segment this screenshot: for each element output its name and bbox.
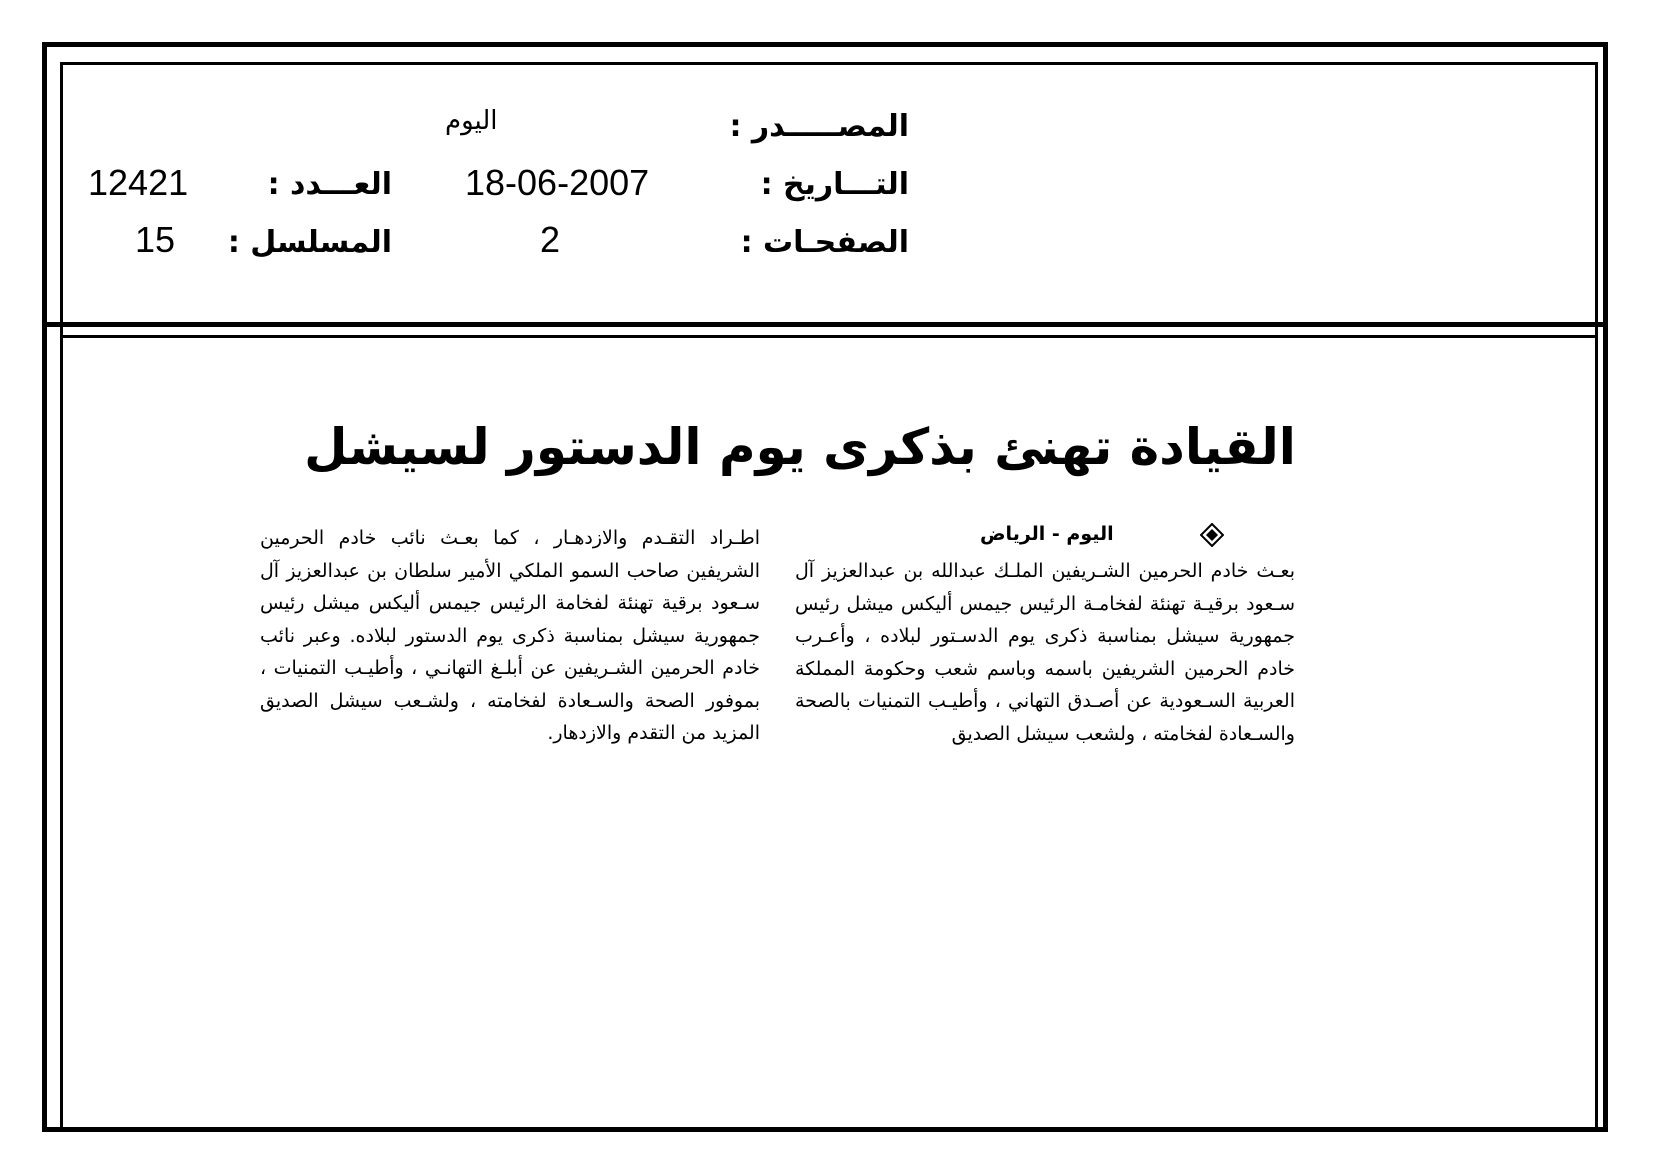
issue-value: 12421 bbox=[88, 162, 189, 203]
source-label: المصـــــدر : bbox=[729, 109, 909, 144]
issue-label: العـــدد : bbox=[267, 167, 392, 202]
pages-label: الصفحـات : bbox=[740, 225, 909, 260]
article-dateline: اليوم - الرياض bbox=[980, 523, 1114, 545]
article-column-left: اطـراد التقـدم والازدهـار ، كما بعـث نائب خادم الحرمين الشريفين صاحب السمو الملكي الأمير سلطان بن عبدالعزيز آل سـعود برقية تهنئة لفخامة الرئيس جيمس أليكس ميشل رئيس جمهورية سيشل بمناسبة ذكرى يوم الدستور لبلاده. وعبر نائب خادم الحرمين الشـريفين عن أبلـغ التهانـي ، وأطيـب التمنيات ، بموفور الصحة والسـعادة لفخامته ، ولشـعب سيشل الصديق المزيد من التقدم والازدهار. bbox=[260, 527, 760, 744]
pages-value: 2 bbox=[540, 219, 561, 260]
serial-label: المسلسل : bbox=[227, 225, 392, 260]
serial-value: 15 bbox=[135, 219, 176, 260]
date-label: التـــاريخ : bbox=[760, 167, 909, 202]
article-column-right: بعـث خادم الحرمين الشـريفين الملـك عبدالله بن عبدالعزيز آل سـعود برقيـة تهنئة لفخامـة الرئيس جيمس أليكس ميشل رئيس جمهورية سيشل بمناسبة ذكرى يوم الدسـتور لبلاده ، وأعـرب خادم الحرمين الشريفين باسمه وباسم شعب وحكومة المملكة العربية السـعودية عن أصـدق التهاني ، وأطيـب التمنيات بالصحة والسـعادة لفخامته ، ولشعب سيشل الصديق bbox=[795, 560, 1295, 745]
date-value: 18-06-2007 bbox=[465, 162, 650, 203]
header-divider-thin bbox=[60, 335, 1598, 338]
source-value: اليوم bbox=[445, 106, 498, 136]
header-divider bbox=[42, 322, 1608, 327]
article-headline: القيادة تهنئ بذكرى يوم الدستور لسيشل bbox=[304, 418, 1296, 476]
diamond-bullet-icon bbox=[1200, 523, 1224, 547]
